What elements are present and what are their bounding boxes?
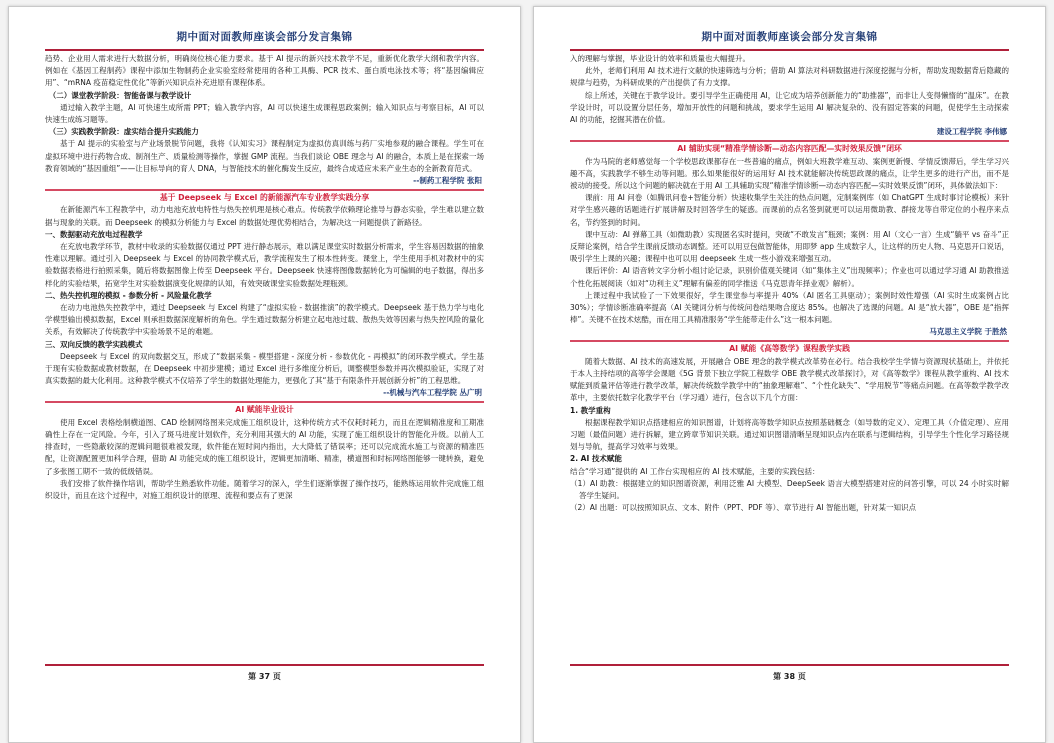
page-number: 第 38 页 [773,672,806,681]
paragraph: 我们安排了软件操作培训，帮助学生熟悉软件功能。随着学习的深入，学生们逐渐掌握了操作技巧，能熟练运用软件完成施工组织设计，而且在这个过程中，对施工组织设计的原理、流程和要点有了更深 [45,478,484,501]
paragraph: 综上所述，关键在于教学设计。要引导学生正确使用 AI，让它成为培养创新能力的“助推器”，而非让人变得懒惰的“温床”。在教学设计时，可以设置分层任务，增加开放性的问题和挑战，要求学生运用 AI 解决复杂的、没有固定答案的问题，促使学生主动探索 AI 的功能，挖掘其潜在价值。 [570,90,1009,125]
paragraph: 课后评价：AI 语音转文字分析小组讨论记录，识别价值观关键词（如“集体主义”出现频率）；作业也可以通过学习通 AI 助教推送个性化拓展阅读（如对“功利主义”理解有偏差的同学推送《马克思青年择业观》解析）。 [570,266,1009,288]
paragraph: 上课过程中我试验了一下效果很好，学生课堂参与率提升 40%（AI 匿名工具驱动）；案例时效性增强（AI 实时生成案例占比 30%）；学情诊断准确率提高（AI 关键词分析与传统问卷结果吻合度达 85%。也解决了选课的问题。AI 是“放大器”，OBE 是“指挥棒”。关键不在技术炫酷，而在用工具精准服务“学生能带走什么”这一根本问题。 [570,290,1009,325]
paragraph: 随着大数据、AI 技术的高速发展，开展融合 OBE 理念的教学模式改革势在必行。结合我校学生学情与资源现状基础上，并依托于本人主持结项的高等学会课题《5G 背景下独立学院工程数学 OBE 教学模式改革探讨》，对《高等数学》课程从教学重构、AI 技术赋能到质量评估等进行教学改革，解决传统数学教学中的“抽象理解难”、“个性化缺失”、“学用脱节”等痛点问题。在高等数学教学改革中，主要依托数字化教学平台（学习通）进行，包含以下几个方面： [570,356,1009,403]
paragraph: 在新能源汽车工程教学中，动力电池充放电特性与热失控机理是核心难点。传统教学依赖理论推导与静态实验，学生难以建立数据与现象的关联。而 Deepseek 的模拟分析能力与 Excel 的数据处理优势相结合，为解决这一问题提供了新路径。 [45,205,484,227]
section-heading: 一、数据驱动充放电过程教学 [45,229,143,239]
article-title: AI 辅助实现“精准学情诊断—动态内容匹配—实时效果反馈”闭环 [677,143,902,153]
section-divider [570,140,1009,142]
page-body [45,53,484,680]
page-header: 期中面对面教师座谈会部分发言集锦 [176,31,353,43]
article-title: AI 赋能毕业设计 [235,405,294,415]
paragraph: 作为马院的老师感觉每一个学校思政课都存在一些普遍的痛点，例如大班教学难互动、案例更新慢、学情反馈滞后，学生学习兴趣不高，实践教学不够生动等问题。那么如果能很好的运用好 AI 技术就能解决传统思政课的痛点，让学生更多的进行产出，而不是被动的接受。所以这个问题的解决就在于用 AI 工具辅助实现“精准学情诊断—动态内容匹配—实时效果反馈”闭环，具体做法如下： [570,156,1009,191]
page-37 [8,6,521,743]
section-heading: 2. AI 技术赋能 [570,454,622,464]
paragraph: 通过输入教学主题，AI 可快速生成所需 PPT；输入教学内容，AI 可以快速生成课程思政案例；输入知识点与考察目标，AI 可以快速生成练习题等。 [45,102,484,125]
author-signature: --机械与汽车工程学院 丛广明 [383,388,482,398]
header-rule [570,49,1009,51]
paragraph: 此外，老师们利用 AI 技术进行文献的快速筛选与分析；借助 AI 算法对科研数据进行深度挖掘与分析，帮助发现数据背后隐藏的规律与趋势，为科研成果的产出提供了有力支撑。 [570,66,1009,88]
section-heading: 二、热失控机理的模拟 - 参数分析 - 风险量化教学 [45,290,212,300]
section-divider [570,340,1009,342]
paragraph: 在动力电池热失控教学中，通过 Deepseek 与 Excel 构建了“虚拟实验 - 数据推演”的教学模式。Deepseek 基于热力学与电化学模型输出模拟数据，Excel 则承担数据深度解析的角色。学生通过数据分析建立起电池过载、散热失效等因素与热失控风险的量化关系，有效解决了传统教学中实验场景不足的难题。 [45,303,484,337]
page-number: 第 37 页 [248,672,281,681]
page-body [570,53,1009,680]
paragraph: 在充放电教学环节，教材中收录的实验数据仅通过 PPT 进行静态展示，难以满足课堂实时数据分析需求，学生容易因数据的抽象性难以理解。通过引入 Deepseek 与 Excel 的协同教学模式后，教学流程发生了根本性转变。课堂上，学生使用手机对教材中的实验数据表格进行拍照采集，随后将数据图像上传至 Deepseek 平台。Deepseek 快速将图像数据转化为可编辑的电子数据，得出多样化的实验结果，拓宽学生对实验数据演变化规律的认知，有效突破课堂实验数据处理瓶颈。 [45,242,484,288]
paragraph: 入的理解与掌握，毕业设计的效率和质量也大幅提升。 [570,54,750,63]
paragraph: 趋势、企业用人需求进行大数据分析，明确岗位核心能力要求。基于 AI 提示的新兴技术教学不足，重新优化教学大纲和教学内容。例如在《基因工程制药》课程中添加生物制药企业实验室经常使用的各种工具酶、PCR 技术、蛋白质电泳技术等；将“基因编辑应用”、“mRNA 疫苗稳定性优化”等新兴知识点补充进原有课程体系。 [45,54,484,88]
section-heading: （三）实践教学阶段：虚实结合提升实践能力 [48,127,199,137]
paragraph: 课前：用 AI 问卷（如腾讯问卷+智能分析）快速收集学生关注的热点问题，定制案例库（如 ChatGPT 生成时事讨论模板）来针对学生感兴趣的话题进行扩展讲解及时回答学生的疑惑。而课前的点名签到就更可以运用微助教、群接龙等自带定位的小程序来点名，节约签到的时间。 [570,193,1009,227]
paragraph: 根据课程教学知识点搭建相应的知识图谱，计划将高等数学知识点按照基础概念（如导数的定义）、定理工具（介值定理）、应用习题（最值问题）进行拆解，建立跨章节知识关联。通过知识图谱清晰呈现知识点内在联系与逻辑结构，引导学生个性化学习路径规划与导航，提高学习效率与效果。 [570,417,1009,452]
author-signature: 建设工程学院 李伟娜 [936,127,1007,137]
page-header: 期中面对面教师座谈会部分发言集锦 [701,31,878,43]
section-divider [45,401,484,403]
page-38 [533,6,1046,743]
footer-rule [570,664,1009,666]
section-heading: 1. 教学重构 [570,405,611,415]
paragraph: 基于 AI 提示的实验室与产业场景脱节问题，我将《认知实习》课程制定为虚拟仿真训练与药厂实地参观的融合课程。学生可在虚拟环境中进行药物合成、制剂生产、质量检测等操作，掌握 GMP 流程。当我们谈论 OBE 理念与 AI 的融合，本质上是在探索一场教育领域的“基因重组”——让目标导向的育人 DNA，与智能技术的催化酶发生反应，最终合成适应未来产业生态的全新教育范式。 [45,139,484,173]
footer-rule [45,664,484,666]
paragraph: （1）AI 助教：根据建立的知识图谱资源，利用泛雅 AI 大模型、DeepSeek 语言大模型搭建对应的问答引擎，可以 24 小时实时解答学生疑问。 [570,478,1009,501]
author-signature: 马克思主义学院 于胜然 [929,327,1007,337]
paragraph: 课中互动：AI 弹幕工具（如微助教）实现匿名实时提问，突破“不敢发言”瓶颈；案例：用 AI（文心一言）生成“躺平 vs 奋斗”正反辩论案例，结合学生课前反馈动态调整。还可以用豆包做智能体，用即梦 app 生成数字人，让这样的历史人物、马克思开口说话，吸引学生上课的兴趣；课程中也可以用 deepseek 生成一些小游戏来增强互动。 [570,229,1009,264]
section-divider [45,189,484,191]
paragraph: 结合“学习通”提供的 AI 工作台实现相应的 AI 技术赋能，主要的实践包括： [570,466,820,476]
section-heading: （二）课堂教学阶段：智能备课与教学设计 [48,90,192,100]
paragraph: Deepseek 与 Excel 的双向数据交互，形成了“数据采集 - 模型搭建 - 深度分析 - 参数优化 - 再模拟”的闭环教学模式。学生基于现有实验数据或教材数据，在 Deepseek 中初步建模；通过 Excel 进行多维度分析后，调整模型参数并再次模拟验证，实现了对真实数据的最大化利用。这种教学模式不仅培养了学生的数据处理能力，更强化了其“基于有限条件开展创新分析”的工程思维。 [45,351,484,386]
author-signature: --制药工程学院 张阳 [413,176,482,186]
article-title: 基于 Deepseek 与 Excel 的新能源汽车专业教学实践分享 [159,192,370,202]
article-title: AI 赋能《高等数学》课程教学实践 [729,344,850,354]
header-rule [45,49,484,51]
paragraph: （2）AI 出题：可以按照知识点、文本、附件（PPT、PDF 等）、章节进行 AI 智能出题，针对某一知识点 [570,503,916,513]
paragraph: 使用 Excel 表格绘制横道图、CAD 绘制网络图来完成施工组织设计，这种传统方式不仅耗时耗力，而且在逻辑精准度和工期准确性上存在一定风险。今年，引入了斑马进度计划软件，充分利用其强大的 AI 功能，实现了施工组织设计的智能化升级。以前人工排查时，一些隐蔽较深的逻辑问题很难被发现，软件能在短时间内指出，大大降低了错误率；还可以完成流水施工与资源的精准匹配，让资源配置更加科学合理，借助 AI 功能完成的施工组织设计，逻辑更加清晰、精准，横道图和时标网络图能够一键转换，避免了多张图工期不一致的低级错误。 [45,417,484,476]
section-heading: 三、双向反馈的教学实践模式 [45,339,143,349]
